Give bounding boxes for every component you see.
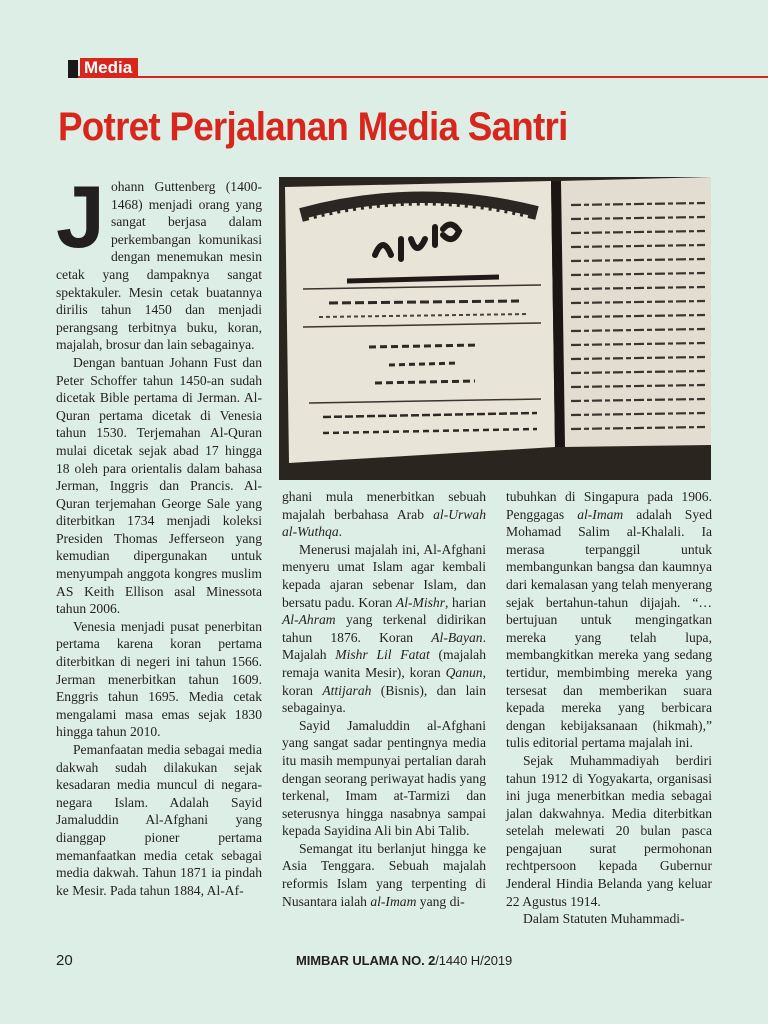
column-2 [282, 488, 486, 910]
paragraph: Sayid Jamaluddin al-Afghani yang sangat sadar pentingnya media itu masih mempunyai pertalian darah dengan seorang periwayat hadis yang terkenal, Imam at-Tarmizi dan seterusnya hingga nasabnya sampai kepada Sayidina Ali bin Abi Talib. [282, 717, 486, 839]
newspaper-photo [279, 177, 711, 480]
article-title: Potret Perjalanan Media Santri [58, 105, 568, 149]
paragraph: tubuhkan di Singapura pada 1906. Penggagas al-Imam adalah Syed Mohamad Salim al-Khalali. Ia merasa terpanggil untuk membangunkan bangsa dan kaumnya dari kemalasan yang telah menyerang sejak bertahun-tahun dijajah. “… bertujuan untuk mengingatkan mereka yang telah lupa, membangkitkan mereka yang sedang tertidur, membimbing mereka yang tersesat dan memberikan suara kepada mereka yang berbicara dengan kebijaksanaan (hikmah),” tulis editorial pertama majalah ini. [506, 489, 712, 751]
paragraph: Dalam Statuten Muhammadi- [523, 911, 685, 927]
paragraph: Venesia menjadi pusat penerbitan pertama karena koran pertama diterbitkan di negeri ini tahun 1566. Jerman menerbitkan tahun 1609. Enggris tahun 1695. Media cetak mengalami masa emas sejak 1830 hingga tahun 2010. [56, 618, 262, 740]
drop-cap: J [56, 167, 105, 266]
section-rubric: Media [80, 58, 138, 78]
paragraph: Semangat itu berlanjut hingga ke Asia Tenggara. Sebuah majalah reformis Islam yang terpenting di Nusantara ialah al-Imam yang di- [282, 840, 486, 909]
old-arabic-newspaper-icon [279, 177, 711, 480]
paragraph: ghani mula menerbitkan sebuah majalah berbahasa Arab al-Urwah al-Wuthqa. [282, 489, 486, 540]
paragraph: Dengan bantuan Johann Fust dan Peter Schoffer tahun 1450-an sudah dicetak Bible pertama di Jerman. Al-Quran pertama dicetak di Venesia tahun 1530. Terjemahan Al-Quran mulai dicetak sejak abad 17 hingga 18 oleh para orientalis dalam bahasa Jerman, Inggris dan Prancis. Al-Quran terjemahan George Sale yang diterbitkan 1734 menjadi koleksi Presiden Thomas Jefferseon yang kemudian dipergunakan untuk menyumpah anggota kongres muslim AS Keith Ellison asal Minessota tahun 2006. [56, 354, 262, 617]
paragraph: Sejak Muhammadiyah berdiri tahun 1912 di Yogyakarta, organisasi ini juga menerbitkan media sebagai jalan dakwahnya. Media diterbitkan setelah melewati 20 bulan pasca pengajuan surat permohonan rechtpersoon kepada Gubernur Jenderal Hindia Belanda yang keluar 22 Agustus 1914. [506, 752, 712, 909]
magazine-issue: MIMBAR ULAMA NO. 2/1440 H/2019 [296, 953, 513, 968]
column-1 [56, 167, 262, 899]
paragraph: Menerusi majalah ini, Al-Afghani menyeru umat Islam agar kembali kepada ajaran sebenar Islam, dan bersatu padu. Koran Al-Mishr, harian Al-Ahram yang terkenal didirikan tahun 1876. Koran Al-Bayan. Majalah Mishr Lil Fatat (majalah remaja wanita Mesir), koran Qanun, koran Attijarah (Bisnis), dan lain sebagainya. [282, 541, 487, 716]
lead-paragraph: Johann Guttenberg (1400-1468) menjadi orang yang sangat berjasa dalam perkembangan komunikasi dengan menemukan mesin cetak yang dampaknya sangat spektakuler. Mesin cetak buatannya dirilis tahun 1450 dan menjadi perangsang terbitnya buku, koran, majalah, brosur dan lain sebagainya. [56, 167, 262, 353]
column-3 [506, 488, 712, 928]
rubric-rule [68, 76, 768, 78]
paragraph: Pemanfaatan media sebagai media dakwah sudah dilakukan sejak kesadaran media muncul di negara-negara Islam. Adalah Sayid Jamaluddin Al-Afghani yang dianggap pioner pertama memanfaatkan media cetak sebagai media dakwah. Tahun 1871 ia pindah ke Mesir. Pada tahun 1884, Al-Af- [56, 742, 262, 898]
page-number: 20 [56, 952, 73, 969]
rubric-marker [68, 60, 78, 78]
